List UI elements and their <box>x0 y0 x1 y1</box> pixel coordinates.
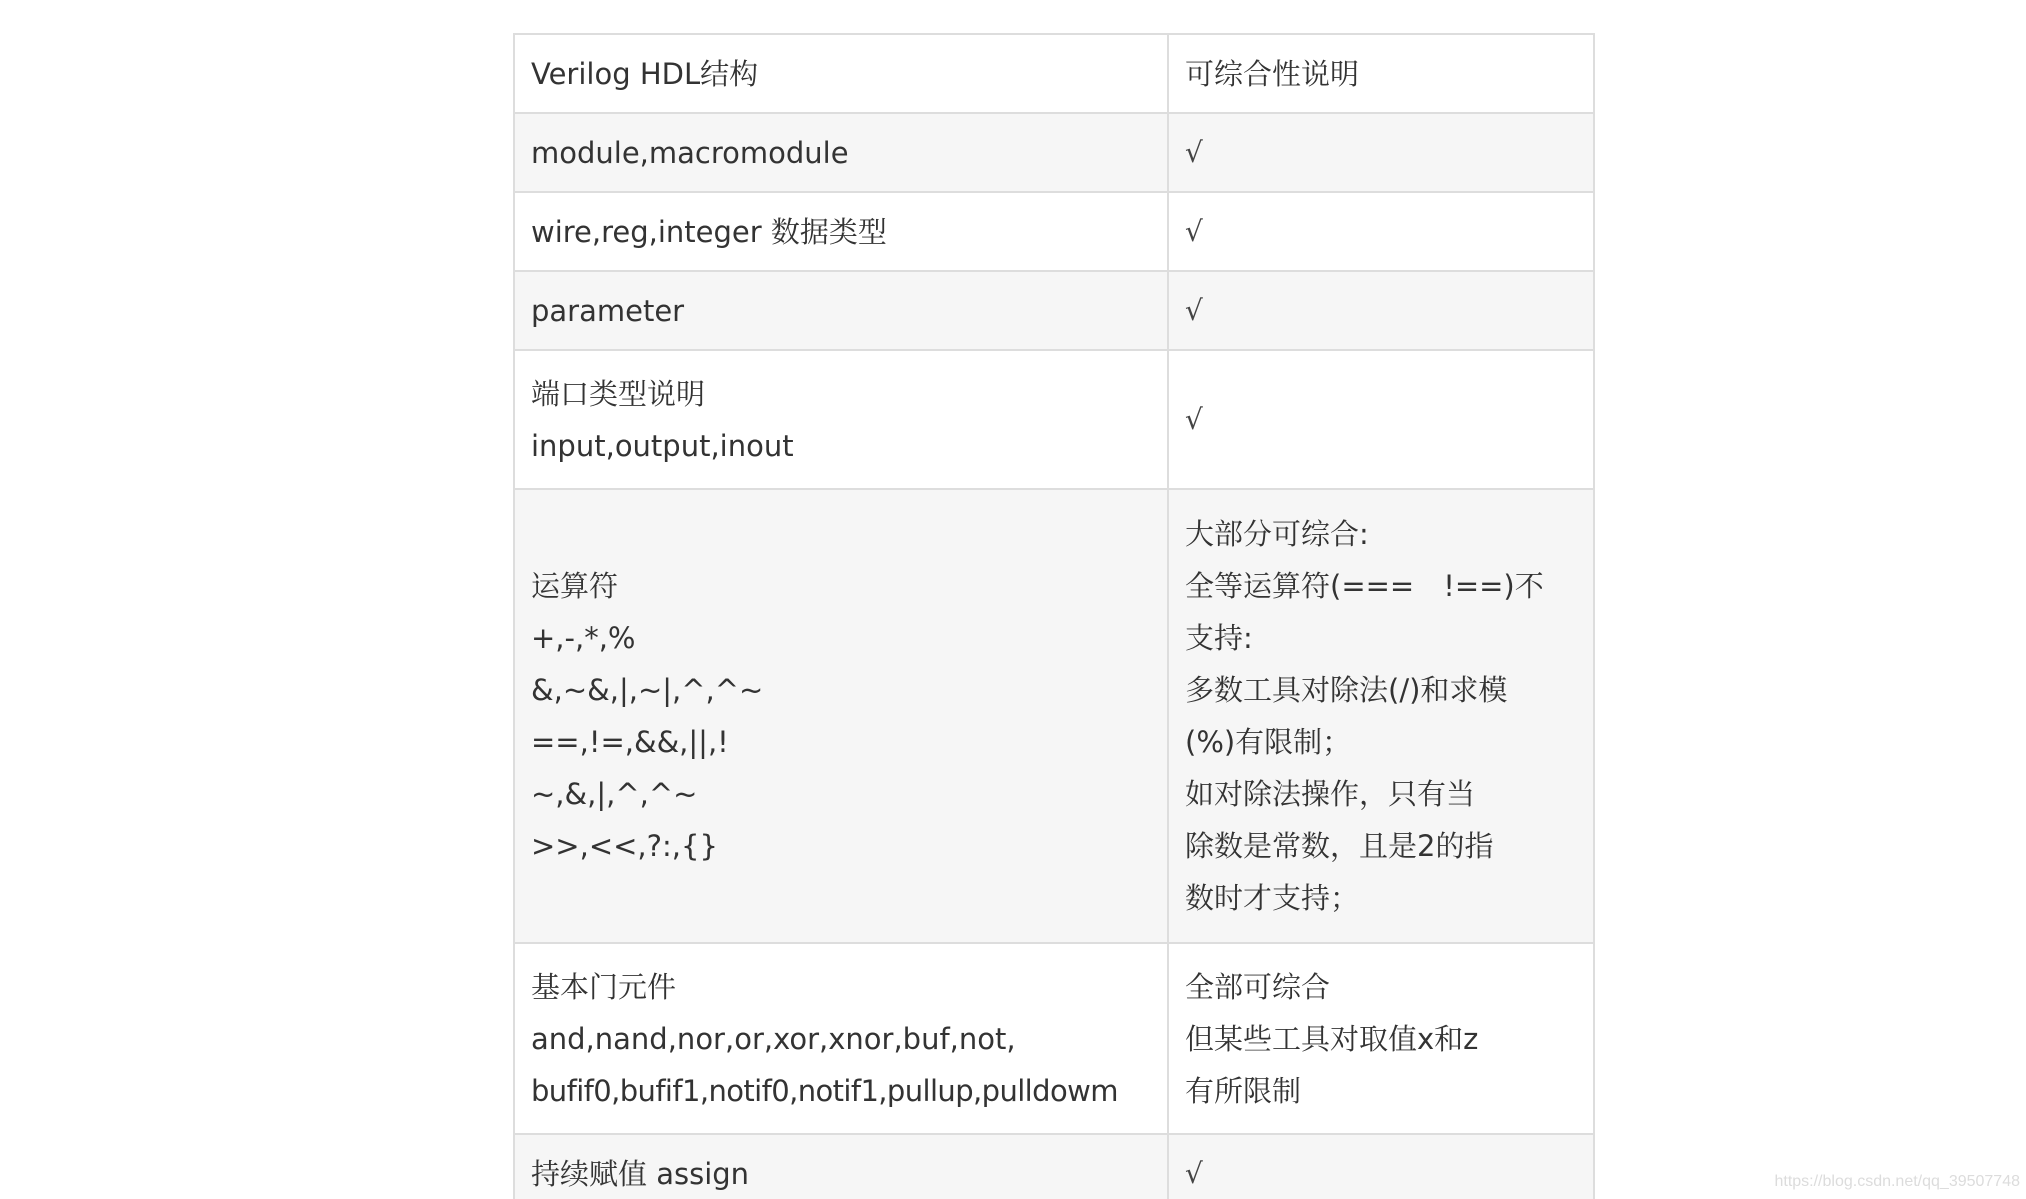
table-row <box>514 350 1594 489</box>
synth-line: 支持: <box>1185 621 1253 655</box>
synth-line: 有所限制 <box>1185 1073 1302 1108</box>
construct-line: 端口类型说明 <box>531 376 706 411</box>
synth-cell <box>1168 113 1594 192</box>
construct-cell <box>514 271 1168 350</box>
synth-cell <box>1168 1134 1594 1199</box>
synth-cell <box>1168 943 1594 1134</box>
table-row <box>514 271 1594 350</box>
construct-cell <box>514 1134 1168 1199</box>
construct-cell <box>514 943 1168 1134</box>
construct-cell <box>514 192 1168 271</box>
construct-cell <box>514 350 1168 489</box>
synth-line: 大部分可综合: <box>1185 517 1369 551</box>
synth-line: 除数是常数，且是2的指 <box>1185 829 1494 863</box>
synth-cell <box>1168 192 1594 271</box>
construct-cell <box>514 113 1168 192</box>
table-row <box>514 192 1594 271</box>
synth-line: 如对除法操作，只有当 <box>1185 777 1476 811</box>
table-row <box>514 489 1594 943</box>
header-construct-cell: Verilog HDL结构 <box>514 34 1168 113</box>
construct-line: 基本门元件 <box>531 969 677 1004</box>
construct-line: &,~&,|,~|,^,^~ <box>531 673 764 707</box>
checkmark: √ <box>1185 293 1203 327</box>
construct-line: and,nand,nor,or,xor,xnor,buf,not, <box>531 1021 1016 1056</box>
checkmark: √ <box>1185 135 1203 169</box>
construct-line: module,macromodule <box>531 135 849 170</box>
synthesizability-table <box>513 33 1595 1199</box>
construct-line: parameter <box>531 293 685 328</box>
construct-line: +,-,*,% <box>531 621 636 655</box>
construct-line: bufif0,bufif1,notif0,notif1,pullup,pulldowm <box>531 1073 1118 1108</box>
construct-line: wire,reg,integer 数据类型 <box>531 214 887 249</box>
construct-line: 运算符 <box>531 569 619 603</box>
checkmark: √ <box>1185 214 1203 248</box>
table-row <box>514 943 1594 1134</box>
construct-line: 持续赋值 assign <box>531 1157 750 1191</box>
construct-line: ~,&,|,^,^~ <box>531 777 698 811</box>
construct-line: >>,<<,?:,{} <box>531 829 718 863</box>
table-row <box>514 1134 1594 1199</box>
synth-cell <box>1168 489 1594 943</box>
synth-cell <box>1168 350 1594 489</box>
construct-line: ==,!=,&&,||,! <box>531 725 729 759</box>
construct-line: input,output,inout <box>531 428 794 463</box>
synth-line: 多数工具对除法(/)和求模 <box>1185 673 1508 707</box>
synth-line: (%)有限制； <box>1185 725 1352 759</box>
header-synth-cell: 可综合性说明 <box>1168 34 1594 113</box>
watermark: https://blog.csdn.net/qq_39507748 <box>1774 1173 2020 1190</box>
synth-line: 全部可综合 <box>1185 969 1331 1004</box>
synth-cell <box>1168 271 1594 350</box>
checkmark: √ <box>1185 402 1203 436</box>
construct-cell <box>514 489 1168 943</box>
table-header-row <box>514 34 1594 113</box>
table-row <box>514 113 1594 192</box>
checkmark: √ <box>1185 1157 1203 1190</box>
synth-line: 数时才支持； <box>1185 881 1360 915</box>
synth-line: 但某些工具对取值x和z <box>1185 1021 1479 1056</box>
synth-line: 全等运算符(=== !==)不 <box>1185 569 1544 603</box>
